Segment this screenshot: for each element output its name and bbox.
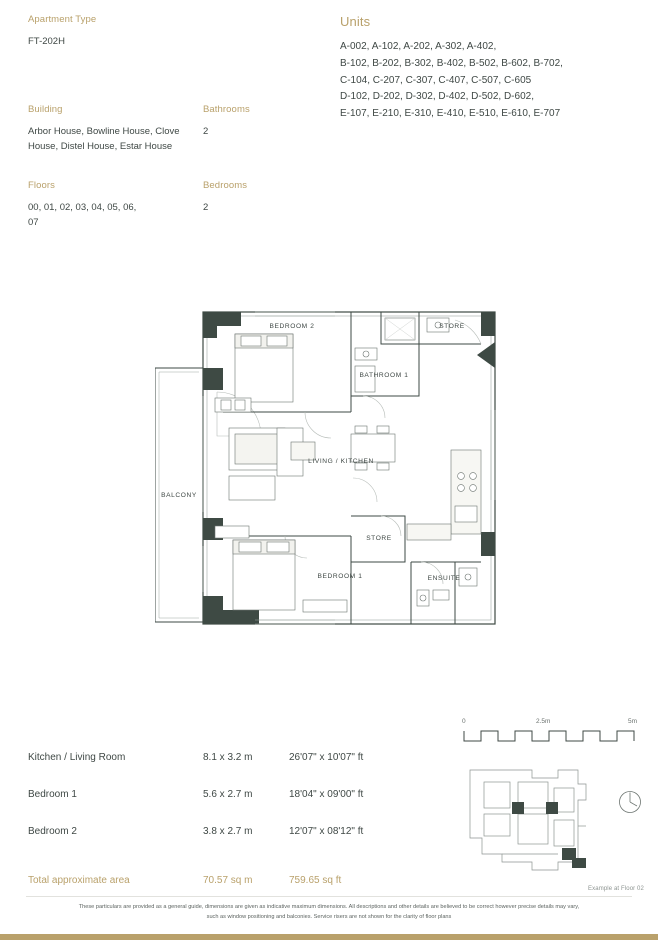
bedrooms-label: Bedrooms xyxy=(203,180,248,192)
scale-tick-labels xyxy=(462,718,638,729)
units-list xyxy=(340,39,640,123)
total-imperial: 759.65 sq ft xyxy=(289,875,342,886)
floors-label: Floors xyxy=(28,180,55,192)
label-bedroom2: BEDROOM 2 xyxy=(269,323,315,330)
units-block xyxy=(340,14,640,123)
room-imperial: 26'07" x 10'07" ft xyxy=(289,752,364,763)
floor-plan-drawing xyxy=(155,300,515,640)
bathrooms-block xyxy=(203,104,323,154)
meta-grid xyxy=(28,104,348,255)
label-ensuite: ENSUITE xyxy=(427,575,461,582)
floors-block xyxy=(28,180,203,230)
label-balcony: BALCONY xyxy=(161,492,197,499)
scale-tick: 5m xyxy=(628,718,638,725)
bedrooms-block xyxy=(203,180,323,230)
building-block xyxy=(28,104,203,154)
label-bedroom1: BEDROOM 1 xyxy=(317,573,363,580)
meta-row-floors xyxy=(28,180,348,230)
bathrooms-value: 2 xyxy=(203,126,209,137)
key-plan-svg xyxy=(462,766,638,876)
schedule-row xyxy=(28,789,458,826)
scale-tick: 2.5m xyxy=(536,718,551,725)
label-store-top: STORE xyxy=(439,323,465,330)
room-name: Bedroom 2 xyxy=(28,826,77,837)
building-label: Building xyxy=(28,104,63,115)
label-living-kitchen: LIVING / KITCHEN xyxy=(308,458,374,465)
floor-plan-svg xyxy=(155,300,515,640)
units-line: D-102, D-202, D-302, D-402, D-502, D-602, xyxy=(340,91,534,103)
apartment-type-label: Apartment Type xyxy=(28,14,97,25)
footer-disclaimer xyxy=(0,903,658,923)
room-imperial: 18'04" x 09'00" ft xyxy=(289,789,364,800)
apartment-type-value: FT-202H xyxy=(28,36,65,47)
key-plan xyxy=(462,766,638,876)
bottom-accent-bar xyxy=(0,934,658,940)
units-line: C-104, C-207, C-307, C-407, C-507, C-605 xyxy=(340,74,532,86)
building-value: Arbor House, Bowline House, Clove House, Distel House, Estar House xyxy=(28,126,180,152)
footer-divider xyxy=(26,896,632,897)
room-metric: 8.1 x 3.2 m xyxy=(203,752,253,763)
bathrooms-label: Bathrooms xyxy=(203,104,250,115)
floors-value: 00, 01, 02, 03, 04, 05, 06, 07 xyxy=(28,202,137,229)
schedule-row xyxy=(28,826,458,863)
total-label: Total approximate area xyxy=(28,875,130,886)
room-schedule xyxy=(28,752,458,912)
total-metric: 70.57 sq m xyxy=(203,875,253,886)
room-imperial: 12'07" x 08'12" ft xyxy=(289,826,364,837)
meta-row-building xyxy=(28,104,348,154)
footer-line-1: These particulars are provided as a general guide, dimensions are given as indicative maximum dimensions. All descriptions and other details are believed to be correct however precise details may vary, xyxy=(78,904,580,910)
key-plan-caption: Example at Floor 02 xyxy=(588,886,644,892)
compass-icon xyxy=(618,790,642,814)
scale-bar xyxy=(462,718,638,750)
footer-line-2: such as window positioning and balconies. Service risers are not shown for the clarity of floor plans xyxy=(206,913,452,920)
scale-tick: 0 xyxy=(462,718,466,725)
room-metric: 3.8 x 2.7 m xyxy=(203,826,253,837)
room-name: Kitchen / Living Room xyxy=(28,752,126,763)
room-metric: 5.6 x 2.7 m xyxy=(203,789,253,800)
label-bathroom1: BATHROOM 1 xyxy=(359,372,409,379)
schedule-row xyxy=(28,752,458,789)
bedrooms-value: 2 xyxy=(203,202,209,214)
units-line: E-107, E-210, E-310, E-410, E-510, E-610, E-707 xyxy=(340,108,561,120)
room-name: Bedroom 1 xyxy=(28,789,77,800)
units-line: B-102, B-202, B-302, B-402, B-502, B-602, B-702, xyxy=(340,57,563,69)
key-plan-highlight xyxy=(512,802,586,868)
units-line: A-002, A-102, A-202, A-302, A-402, xyxy=(340,41,497,52)
label-store-mid: STORE xyxy=(366,535,392,542)
apartment-type-block xyxy=(28,14,328,50)
scale-bar-graphic xyxy=(462,729,638,745)
units-label: Units xyxy=(340,14,371,29)
